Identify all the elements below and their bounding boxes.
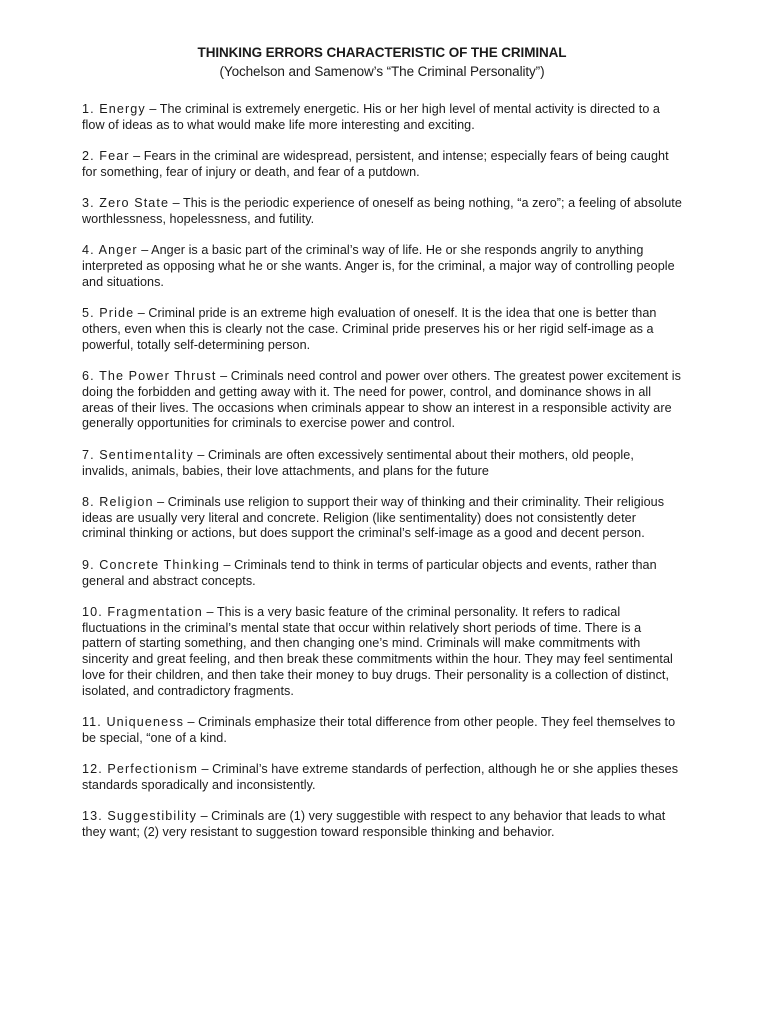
item-text: – Criminals emphasize their total difference from other people. They feel themselves to be special, “one of a kind.	[82, 715, 676, 745]
list-item-sentimentality	[82, 448, 682, 480]
item-text: – Criminals are (1) very suggestible with respect to any behavior that leads to what they want; (2) very resistant to suggestion toward responsible thinking and behavior.	[82, 809, 666, 840]
thinking-errors-list	[82, 102, 682, 841]
list-item-concrete-thinking	[82, 558, 682, 590]
item-term: 3. Zero State	[82, 196, 170, 211]
item-text: – Criminals tend to think in terms of particular objects and events, rather than general and abstract concepts.	[82, 557, 657, 588]
item-term: 2. Fear	[82, 149, 130, 164]
list-item-zero-state	[82, 196, 682, 228]
item-term: 10. Fragmentation	[82, 604, 203, 619]
list-item-power-thrust	[82, 369, 682, 432]
list-item-energy	[82, 102, 682, 134]
item-term: 7. Sentimentality	[82, 447, 194, 462]
item-term: 1. Energy	[82, 102, 146, 116]
list-item-suggestibility	[82, 809, 682, 841]
item-term: 13. Suggestibility	[82, 809, 198, 824]
document-title: THINKING ERRORS CHARACTERISTIC OF THE CRIMINAL	[197, 45, 567, 60]
list-item-fragmentation	[82, 605, 682, 700]
item-term: 11. Uniqueness	[82, 715, 184, 730]
document-header	[82, 44, 682, 82]
item-term: 5. Pride	[82, 306, 135, 321]
item-text: – Criminals use religion to support their way of thinking and their criminality. Their religious ideas are usually very literal and concrete. Religion (like sentimentality) does not consistently deter criminal thinking or actions, but does support the criminal’s self-image as a good and decent person.	[82, 494, 665, 541]
item-text: – Criminal’s have extreme standards of perfection, although he or she applies theses standards sporadically and inconsistently.	[82, 762, 679, 792]
item-term: 9. Concrete Thinking	[82, 557, 220, 572]
list-item-fear	[82, 149, 682, 181]
document-page	[82, 44, 682, 856]
list-item-perfectionism	[82, 762, 682, 794]
item-term: 6. The Power Thrust	[82, 369, 217, 384]
item-text: – This is a very basic feature of the criminal personality. It refers to radical fluctuations in the criminal’s mental state that occur within relatively short periods of time. There is a pattern of starting something, and then changing one’s mind. Criminals will make commitments with sincerity and great feeling, and then break these commitments within the hour. They may feel sentimental love for their children, and then take their money to buy drugs. Their personality is a collection of distinct, isolated, and contradictory fragments.	[82, 604, 673, 698]
item-text: – Criminal pride is an extreme high evaluation of oneself. It is the idea that one is better than others, even when this is clearly not the case. Criminal pride preserves his or her rigid self-image as a powerful, totally self-determining person.	[82, 306, 657, 352]
item-term: 12. Perfectionism	[82, 762, 198, 777]
item-term: 4. Anger	[82, 243, 138, 258]
item-text: – This is the periodic experience of oneself as being nothing, “a zero”; a feeling of absolute worthlessness, hopelessness, and futility.	[82, 196, 682, 226]
list-item-uniqueness	[82, 715, 682, 747]
item-text: – Criminals are often excessively sentimental about their mothers, old people, invalids, animals, babies, their love attachments, and plans for the future	[82, 447, 634, 478]
item-text: – Anger is a basic part of the criminal’s way of life. He or she responds angrily to anything interpreted as opposing what he or she wants. Anger is, for the criminal, a major way of controlling people and situations.	[82, 243, 675, 289]
item-term: 8. Religion	[82, 494, 154, 509]
list-item-religion	[82, 495, 682, 542]
list-item-pride	[82, 306, 682, 353]
document-subtitle: (Yochelson and Samenow’s “The Criminal Personality”)	[219, 64, 545, 79]
item-text: – Fears in the criminal are widespread, persistent, and intense; especially fears of being caught for something, fear of injury or death, and fear of a putdown.	[82, 149, 669, 179]
list-item-anger	[82, 243, 682, 290]
item-text: – Criminals need control and power over others. The greatest power excitement is doing the forbidden and getting away with it. The need for power, control, and dominance shows in all areas of their lives. The occasions when criminals appear to show an interest in a responsible activity are generally opportunities for criminals to exercise power and control.	[82, 369, 681, 431]
item-text: – The criminal is extremely energetic. His or her high level of mental activity is directed to a flow of ideas as to what would make life more interesting and exciting.	[82, 102, 660, 132]
